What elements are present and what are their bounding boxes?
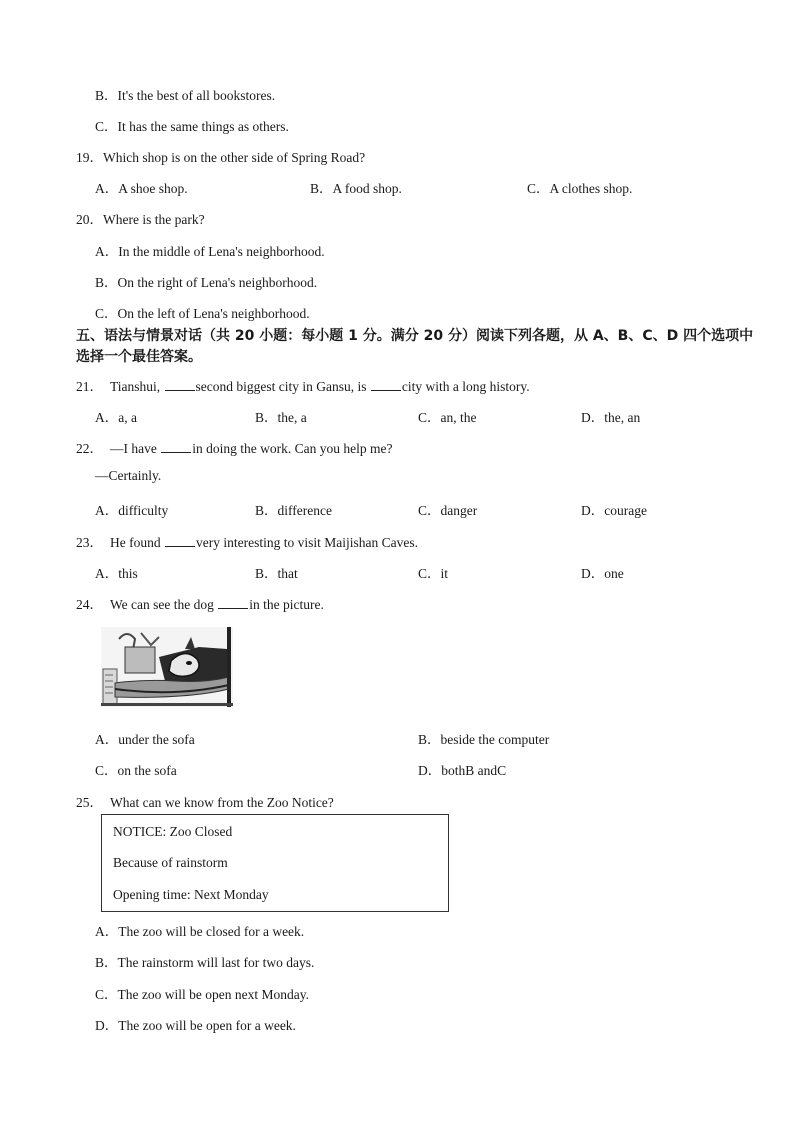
notice-line-1: NOTICE: Zoo Closed: [113, 824, 233, 839]
q24-blank: [218, 596, 248, 609]
q25-stem: [76, 791, 334, 811]
q22-blank: [161, 440, 191, 453]
q23-option-c: C．it: [418, 566, 449, 581]
q23-option-a: A．this: [95, 566, 138, 581]
q24-number: 24．: [76, 597, 103, 612]
q25-option-b: B．The rainstorm will last for two days.: [95, 955, 315, 970]
q24-option-d: D．bothB andC: [418, 763, 507, 778]
q22-option-c: C．danger: [418, 503, 478, 518]
q24-option-c: C．on the sofa: [95, 763, 177, 778]
q19-option-b: B．A food shop.: [310, 181, 402, 196]
q21-option-c: C．an, the: [418, 410, 477, 425]
q18-option-c: C．It has the same things as others.: [95, 119, 289, 134]
q23-blank: [165, 534, 195, 547]
q23-stem: [76, 531, 418, 551]
q21-stem-part-1: Tianshui,: [110, 379, 161, 394]
q22-option-a: A．difficulty: [95, 503, 169, 518]
q21-stem-part-2: second biggest city in Gansu, is: [195, 379, 367, 394]
q24-option-a: A．under the sofa: [95, 732, 195, 747]
zoo-notice-box: [101, 814, 449, 912]
q20-option-c: C．On the left of Lena's neighborhood.: [95, 306, 310, 321]
notice-line-2: Because of rainstorm: [113, 855, 228, 870]
q25-option-a: A．The zoo will be closed for a week.: [95, 924, 305, 939]
q22-stem-part-2: in doing the work. Can you help me?: [192, 441, 393, 456]
q24-stem-part-1: We can see the dog: [110, 597, 214, 612]
q19-option-a: A．A shoe shop.: [95, 181, 188, 196]
q23-number: 23．: [76, 535, 103, 550]
q21-option-b: B．the, a: [255, 410, 307, 425]
q21-stem: [76, 375, 530, 395]
q23-option-b: B．that: [255, 566, 298, 581]
q24-stem-part-2: in the picture.: [249, 597, 324, 612]
dog-picture: [101, 627, 233, 707]
q21-option-d: D．the, an: [581, 410, 641, 425]
q22-number: 22．: [76, 441, 103, 456]
q22-option-b: B．difference: [255, 503, 332, 518]
q22-option-d: D．courage: [581, 503, 647, 518]
q25-option-c: C．The zoo will be open next Monday.: [95, 987, 309, 1002]
q18-option-b: B．It's the best of all bookstores.: [95, 88, 276, 103]
section-five-heading: 五、语法与情景对话（共 20 小题：每小题 1 分。满分 20 分）阅读下列各题，从 A、B、C、D 四个选项中选择一个最佳答案。: [76, 328, 754, 365]
q25-option-d: D．The zoo will be open for a week.: [95, 1018, 296, 1033]
q23-stem-part-2: very interesting to visit Maijishan Caves.: [196, 535, 418, 550]
q21-stem-part-3: city with a long history.: [401, 379, 530, 394]
q22-stem: [76, 437, 392, 457]
q19-stem: 19．Which shop is on the other side of Spring Road?: [76, 150, 366, 165]
q24-option-b: B．beside the computer: [418, 732, 550, 747]
q25-stem-text: What can we know from the Zoo Notice?: [110, 795, 334, 810]
q21-blank-1: [165, 378, 195, 391]
q23-option-d: D．one: [581, 566, 624, 581]
q22-stem-part-1: —I have: [110, 441, 157, 456]
notice-line-3: Opening time: Next Monday: [113, 887, 269, 902]
q21-blank-2: [371, 378, 401, 391]
q21-number: 21．: [76, 379, 103, 394]
q19-option-c: C．A clothes shop.: [527, 181, 633, 196]
q21-option-a: A．a, a: [95, 410, 137, 425]
q25-number: 25．: [76, 795, 103, 810]
q20-stem: 20．Where is the park?: [76, 212, 205, 227]
q20-option-b: B．On the right of Lena's neighborhood.: [95, 275, 318, 290]
q22-reply: —Certainly.: [95, 468, 162, 483]
q24-stem: [76, 593, 324, 613]
q23-stem-part-1: He found: [110, 535, 161, 550]
q20-option-a: A．In the middle of Lena's neighborhood.: [95, 244, 325, 259]
